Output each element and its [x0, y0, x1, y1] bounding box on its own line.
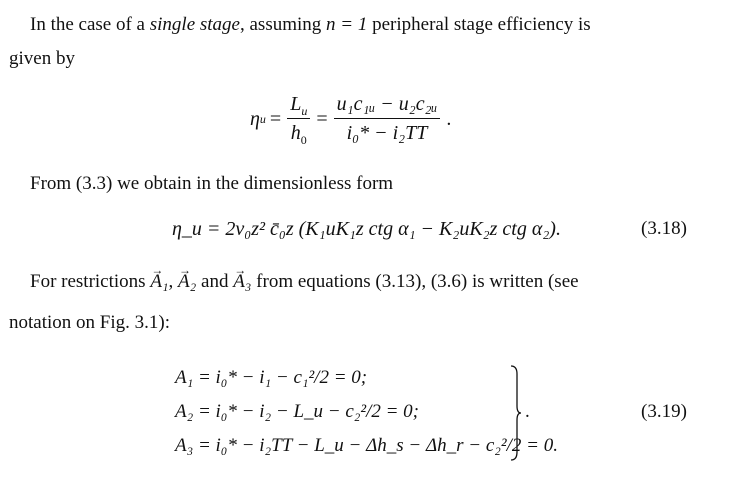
eta-symbol: η [250, 107, 260, 130]
equation-row-1: A₁ = i₀* − i₁ − c₁²/2 = 0; [175, 367, 368, 388]
text: from equations (3.13), (3.6) is written (see [251, 271, 579, 292]
paragraph-2: From (3.3) we obtain in the dimensionless form [30, 173, 394, 194]
system-period: . [525, 401, 530, 422]
subscript: u [259, 111, 266, 126]
vector-a2: → A₂ [178, 270, 196, 294]
inline-math: n = 1 [326, 14, 368, 35]
paragraph-1-line-1 [30, 13, 591, 37]
text: In the case of a [30, 14, 150, 35]
paragraph-3-line-2: notation on Fig. 3.1): [9, 312, 170, 333]
period: . [446, 107, 452, 130]
fraction-work [334, 92, 441, 145]
numerator: u₁c₁ᵤ − u₂c₂ᵤ [334, 92, 441, 119]
vector-a1: → A₁ [150, 270, 168, 294]
text: and [196, 271, 234, 292]
numerator: L [290, 93, 302, 115]
equation-row-3: A₃ = i₀* − i₂TT − L_u − Δh_s − Δh_r − c₂²/2 = 0. [175, 435, 558, 456]
denominator: i₀* − i₂TT [346, 122, 428, 144]
paragraph-3-line-1 [30, 270, 579, 294]
text: , assuming [240, 14, 327, 35]
subscript: 0 [300, 133, 307, 147]
equation-efficiency: η u = $\frac{L_u}{h_0}$ = $\frac{\text{u₁c₁ᵤ − u₂c₂ᵤ}}{\text{i₀* − i₂TT}}$ . [250, 93, 452, 147]
text: peripheral stage efficiency is [367, 14, 591, 35]
right-brace [510, 364, 522, 462]
vector-a3: → A₃ [233, 270, 251, 294]
equation-3-18: η_u = 2ν₀z² c̄₀z (K₁uK₁z ctg α₁ − K₂uK₂z ctg α₂). [172, 218, 561, 240]
equation-number-3-18: (3.18) [641, 218, 687, 239]
equation-number-3-19: (3.19) [641, 401, 687, 422]
denominator: h [290, 122, 301, 144]
paragraph-1-line-2: given by [9, 48, 75, 69]
subscript: u [301, 104, 308, 118]
text: , [168, 271, 179, 292]
text: For restrictions [30, 271, 151, 292]
fraction-lu-h0 [287, 92, 310, 145]
equation-row-2: A₂ = i₀* − i₂ − L_u − c₂²/2 = 0; [175, 401, 419, 422]
emphasis-text: single stage [149, 14, 240, 35]
